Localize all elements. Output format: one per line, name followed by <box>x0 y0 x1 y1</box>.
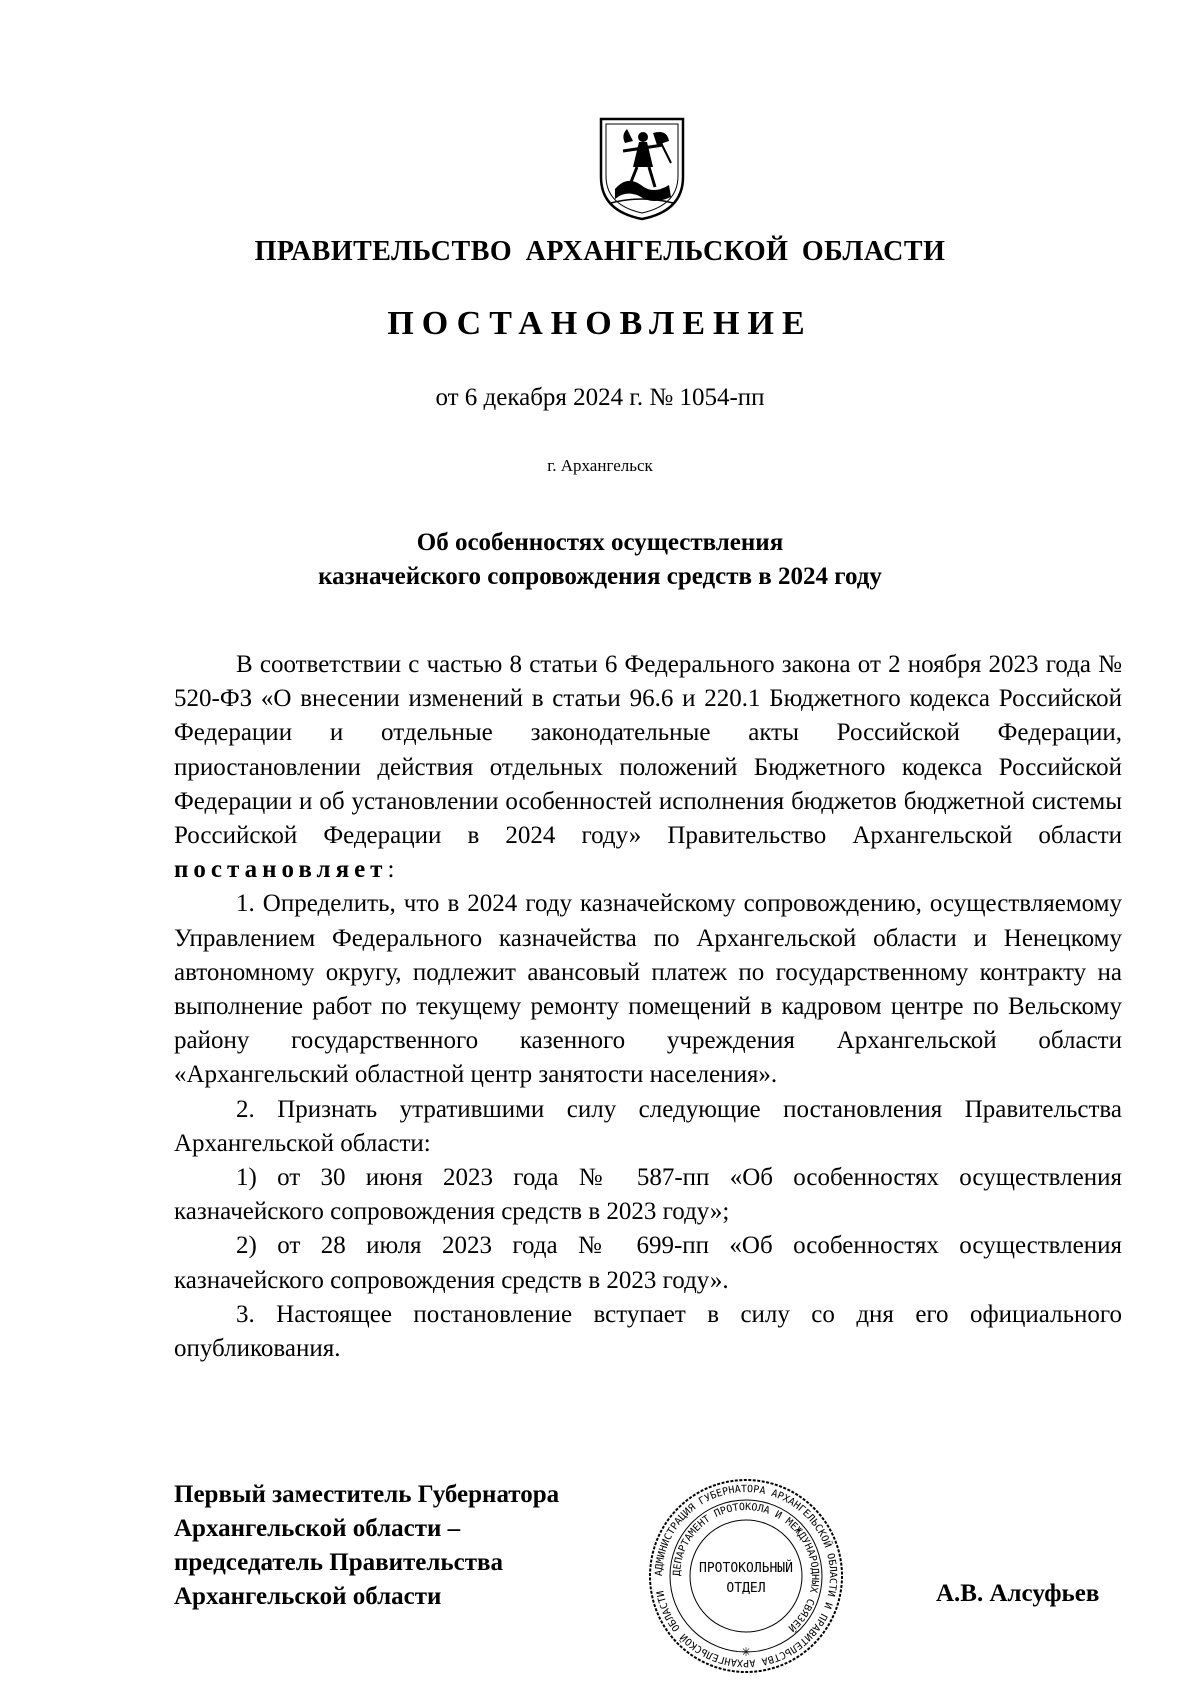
subject-line-1: Об особенностях осуществления <box>416 529 784 556</box>
stamp-outer-text: АДМИНИСТРАЦИЯ ГУБЕРНАТОРА АРХАНГЕЛЬСКОЙ ОБЛАСТИ И ПРАВИТЕЛЬСТВА АРХАНГЕЛЬСКОЙ ОБЛАСТИ <box>653 1483 839 1669</box>
preamble-end: : <box>387 856 395 884</box>
stamp-star-icon: ✳ <box>740 1645 752 1659</box>
signer-name: А.В. Алсуфьев <box>936 1580 1100 1607</box>
preamble-paragraph <box>174 648 1122 887</box>
document-date-number: от 6 декабря 2024 г. № 1054-пп <box>435 384 765 411</box>
official-stamp <box>646 1476 846 1676</box>
stamp-inner-text: ДЕПАРТАМЕНТ ПРОТОКОЛА И МЕЖДУНАРОДНЫХ СВЯЗЕЙ <box>671 1501 821 1634</box>
signer-position <box>174 1478 559 1614</box>
paragraph-1: 1. Определить, что в 2024 году казначейскому сопровождению, осуществляемому Управлением Федерального казначейства по Архангельской области и Ненецкому автономному округу, подлежит авансовый платеж по государственному контракту на выполнение работ по текущему ремонту помещений в кадровом центре по Вельскому району государственного казенного учреждения Архангельской области «Архангельский областной центр занятости населения». <box>174 890 1122 1089</box>
coat-of-arms-icon <box>597 115 687 223</box>
paragraph-2-item-2: 2) от 28 июля 2023 года № 699-пп «Об особенностях осуществления казначейского сопровождения средств в 2023 году». <box>174 1232 1122 1294</box>
subject-line-2: казначейского сопровождения средств в 2024 году <box>318 563 882 590</box>
stamp-center-line-2: ОТДЕЛ <box>726 1581 766 1596</box>
signer-position-line: Архангельской области <box>174 1583 442 1610</box>
resolves-word: постановляет <box>174 856 388 884</box>
signer-position-line: Первый заместитель Губернатора <box>174 1481 560 1508</box>
paragraph-3: 3. Настоящее постановление вступает в силу со дня его официального опубликования. <box>174 1300 1122 1363</box>
stamp-center-line-1: ПРОТОКОЛЬНЫЙ <box>699 1561 793 1576</box>
document-type: ПОСТАНОВЛЕНИЕ <box>387 305 813 342</box>
signer-position-line: председатель Правительства <box>174 1549 504 1576</box>
document-subject <box>0 526 1200 594</box>
paragraph-2: 2. Признать утратившими силу следующие постановления Правительства Архангельской области: <box>174 1095 1122 1157</box>
document-city: г. Архангельск <box>547 456 653 475</box>
preamble-text: В соответствии с частью 8 статьи 6 Федерального закона от 2 ноября 2023 года № 520-ФЗ «О внесении изменений в статьи 96.6 и 220.1 Бюджетного кодекса Российской Федерации и отдельные законодательные акты Российской Федерации, приостановлении действия отдельных положений Бюджетного кодекса Российской Федерации и об установлении особенностей исполнения бюджетов бюджетной системы Российской Федерации в 2024 году» Правительство Архангельской области <box>174 651 1122 850</box>
document-body <box>174 648 1122 1366</box>
paragraph-2-item-1: 1) от 30 июня 2023 года № 587-пп «Об особенностях осуществления казначейского сопровождения средств в 2023 году»; <box>174 1164 1122 1226</box>
government-title: ПРАВИТЕЛЬСТВО АРХАНГЕЛЬСКОЙ ОБЛАСТИ <box>254 236 946 267</box>
signer-position-line: Архангельской области – <box>174 1515 461 1542</box>
